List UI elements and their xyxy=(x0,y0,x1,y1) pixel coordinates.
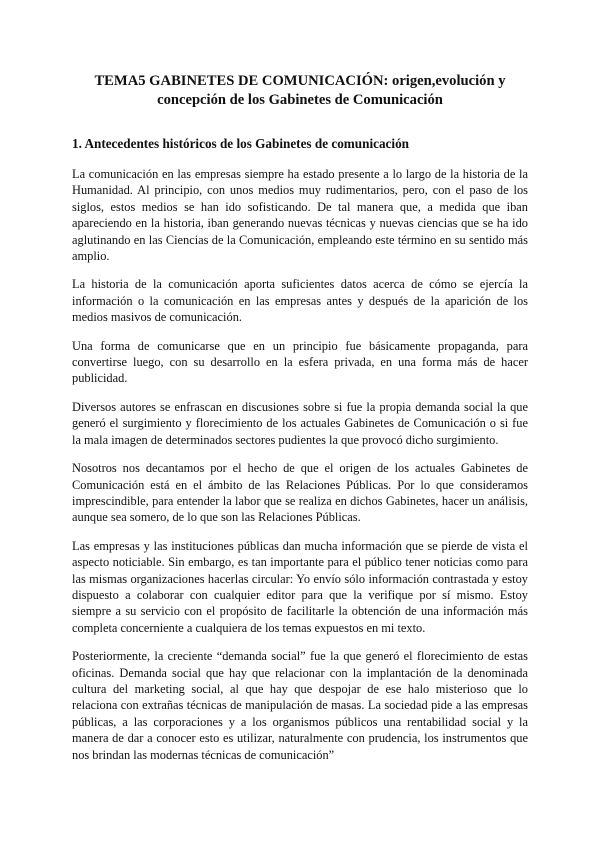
section-heading: 1. Antecedentes históricos de los Gabinetes de comunicación xyxy=(72,136,409,151)
paragraph: Una forma de comunicarse que en un principio fue básicamente propaganda, para convertirse luego, con su desarrollo en la esfera privada, en una forma más de hacer publicidad. xyxy=(72,338,528,386)
paragraph: Posteriormente, la creciente “demanda social” fue la que generó el florecimiento de estas oficinas. Demanda social que hay que relacionar con la implantación de la denominada cultura del marketing social, al que hay que despojar de ese halo misterioso que lo relaciona con extrañas técnicas de manipulación de masas. La sociedad pide a las empresas públicas, a las corporaciones y a los organismos públicos una rentabilidad social y la manera de dar a conocer esto es utilizar, naturalmente con prudencia, los instrumentos que nos brindan las modernas técnicas de comunicación” xyxy=(72,649,528,762)
document-title xyxy=(80,72,520,110)
paragraph: Nosotros nos decantamos por el hecho de que el origen de los actuales Gabinetes de Comunicación está en el ámbito de las Relaciones Públicas. Por lo que consideramos imprescindible, para entender la labor que se realiza en dichos Gabinetes, hacer un análisis, aunque sea somero, de lo que son las Relaciones Públicas. xyxy=(72,461,528,525)
paragraph: La historia de la comunicación aporta suficientes datos acerca de cómo se ejercía la información o la comunicación en las empresas antes y después de la aparición de los medios masivos de comunicación. xyxy=(72,277,528,325)
paragraph: Diversos autores se enfrascan en discusiones sobre si fue la propia demanda social la que generó el surgimiento y florecimiento de los actuales Gabinetes de Comunicación o si fue la mala imagen de determinados sectores pudientes la que provocó dicho surgimiento. xyxy=(72,399,528,447)
title-line-2: concepción de los Gabinetes de Comunicación xyxy=(157,92,443,108)
paragraph: Las empresas y las instituciones públicas dan mucha información que se pierde de vista el aspecto noticiable. Sin embargo, es tan importante para el público tener noticias como para las mismas organizaciones hacerlas circular: Yo envío sólo información contrastada y estoy dispuesto a colaborar con cualquier editor para que la verifique por sí mismo. Estoy siempre a su servicio con el propósito de facilitarle la obtención de una información más completa concerniente a cualquiera de los temas expuestos en mi texto. xyxy=(72,538,528,635)
document-body xyxy=(72,166,528,775)
paragraph: La comunicación en las empresas siempre ha estado presente a lo largo de la historia de la Humanidad. Al principio, con unos medios muy rudimentarios, pero, con el paso de los siglos, estos medios se han ido sofisticando. De tal manera que, a medida que iban apareciendo en la historia, iban generando nuevas técnicas y nuevas ciencias que se ha ido aglutinando en las Ciencias de la Comunicación, empleando este término en su sentido más amplio. xyxy=(72,167,528,264)
title-line-1: TEMA5 GABINETES DE COMUNICACIÓN: origen,evolución y xyxy=(94,73,506,89)
